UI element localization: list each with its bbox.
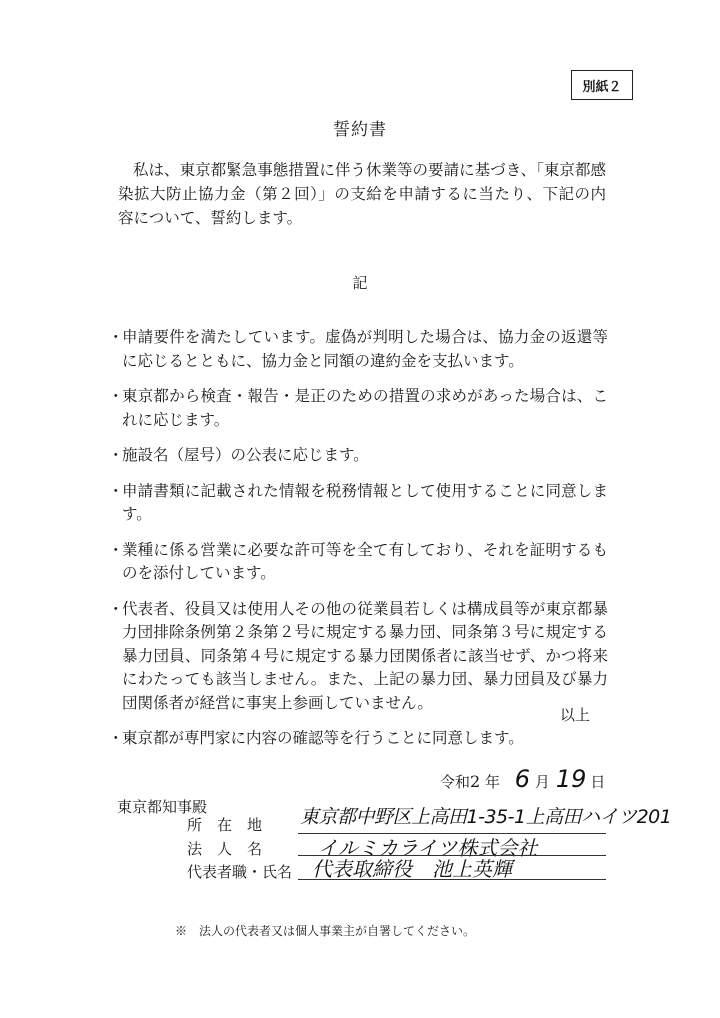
date-line (440, 765, 605, 793)
annex-badge: 別紙２ (571, 70, 633, 100)
pledge-item: ・ 申請書類に記載された情報を税務情報として使用することに同意します。 (108, 481, 608, 523)
bullet: ・ (108, 599, 124, 618)
pledge-list (108, 326, 608, 763)
rep-row (187, 861, 295, 882)
name-value: イルミカライツ株式会社 (318, 836, 538, 860)
intro-paragraph: 私は、東京都緊急事態措置に伴う休業等の要請に基づき、「東京都感染拡大防止協力金（第２回）」の支給を申請するに当たり、下記の内容について、誓約します。 (118, 161, 606, 227)
closing-mark: 以上 (560, 706, 591, 724)
date-day: 19 (555, 765, 587, 793)
date-day-unit: 日 (590, 773, 606, 791)
date-year: 2 (470, 772, 481, 791)
bullet: ・ (108, 481, 124, 500)
pledge-item: ・ 業種に係る営業に必要な許可等を全て有しており、それを証明するものを添付しています。 (108, 540, 608, 582)
bullet: ・ (108, 387, 124, 405)
section-marker: 記 (352, 274, 368, 292)
name-label: 法 人 名 (187, 840, 263, 858)
signature-note: ※ 法人の代表者又は個人事業主が自署してください。 (175, 924, 476, 938)
address-value: 東京都中野区上高田1-35-1上高田ハイツ201 (300, 806, 672, 828)
bullet: ・ (108, 446, 124, 464)
date-month-unit: 月 (534, 773, 550, 791)
address-row (187, 814, 295, 835)
pledge-item: ・ 東京都から検査・報告・是正のための措置の求めがあった場合は、これに応じます。 (108, 387, 608, 429)
rep-value: 代表取締役 池上英輝 (312, 857, 512, 881)
rep-underline (298, 879, 606, 880)
pledge-item: ・ 申請要件を満たしています。虚偽が判明した場合は、協力金の返還等に応じるとともに、協力金と同額の違約金を支払います。 (108, 328, 608, 370)
pledge-item: ・ 代表者、役員又は使用人その他の従業員若しくは構成員等が東京都暴力団排除条例第２条第２号に規定する暴力団、同条第３号に規定する暴力団員、同条第４号に規定する暴力団関係者に該当せず、かつ将来にわたっても該当しません。また、上記の暴力団、暴力団員及び暴力団関係者が経営に事実上参画していません。 (108, 599, 608, 712)
pledge-item: ・ 施設名（屋号）の公表に応じます。 (108, 444, 608, 468)
bullet: ・ (108, 729, 124, 747)
bullet: ・ (108, 328, 124, 346)
bullet: ・ (108, 540, 124, 559)
rep-label: 代表者職・氏名 (187, 863, 293, 881)
addressee: 東京都知事殿 (117, 798, 208, 816)
document-title: 誓約書 (333, 120, 387, 140)
date-era: 令和 (440, 773, 471, 791)
pledge-item: ・ 東京都が専門家に内容の確認等を行うことに同意します。 (108, 727, 608, 751)
date-month: 6 (514, 765, 531, 793)
date-year-unit: 年 (484, 773, 500, 791)
address-label: 所 在 地 (187, 816, 263, 834)
name-row (187, 838, 295, 859)
